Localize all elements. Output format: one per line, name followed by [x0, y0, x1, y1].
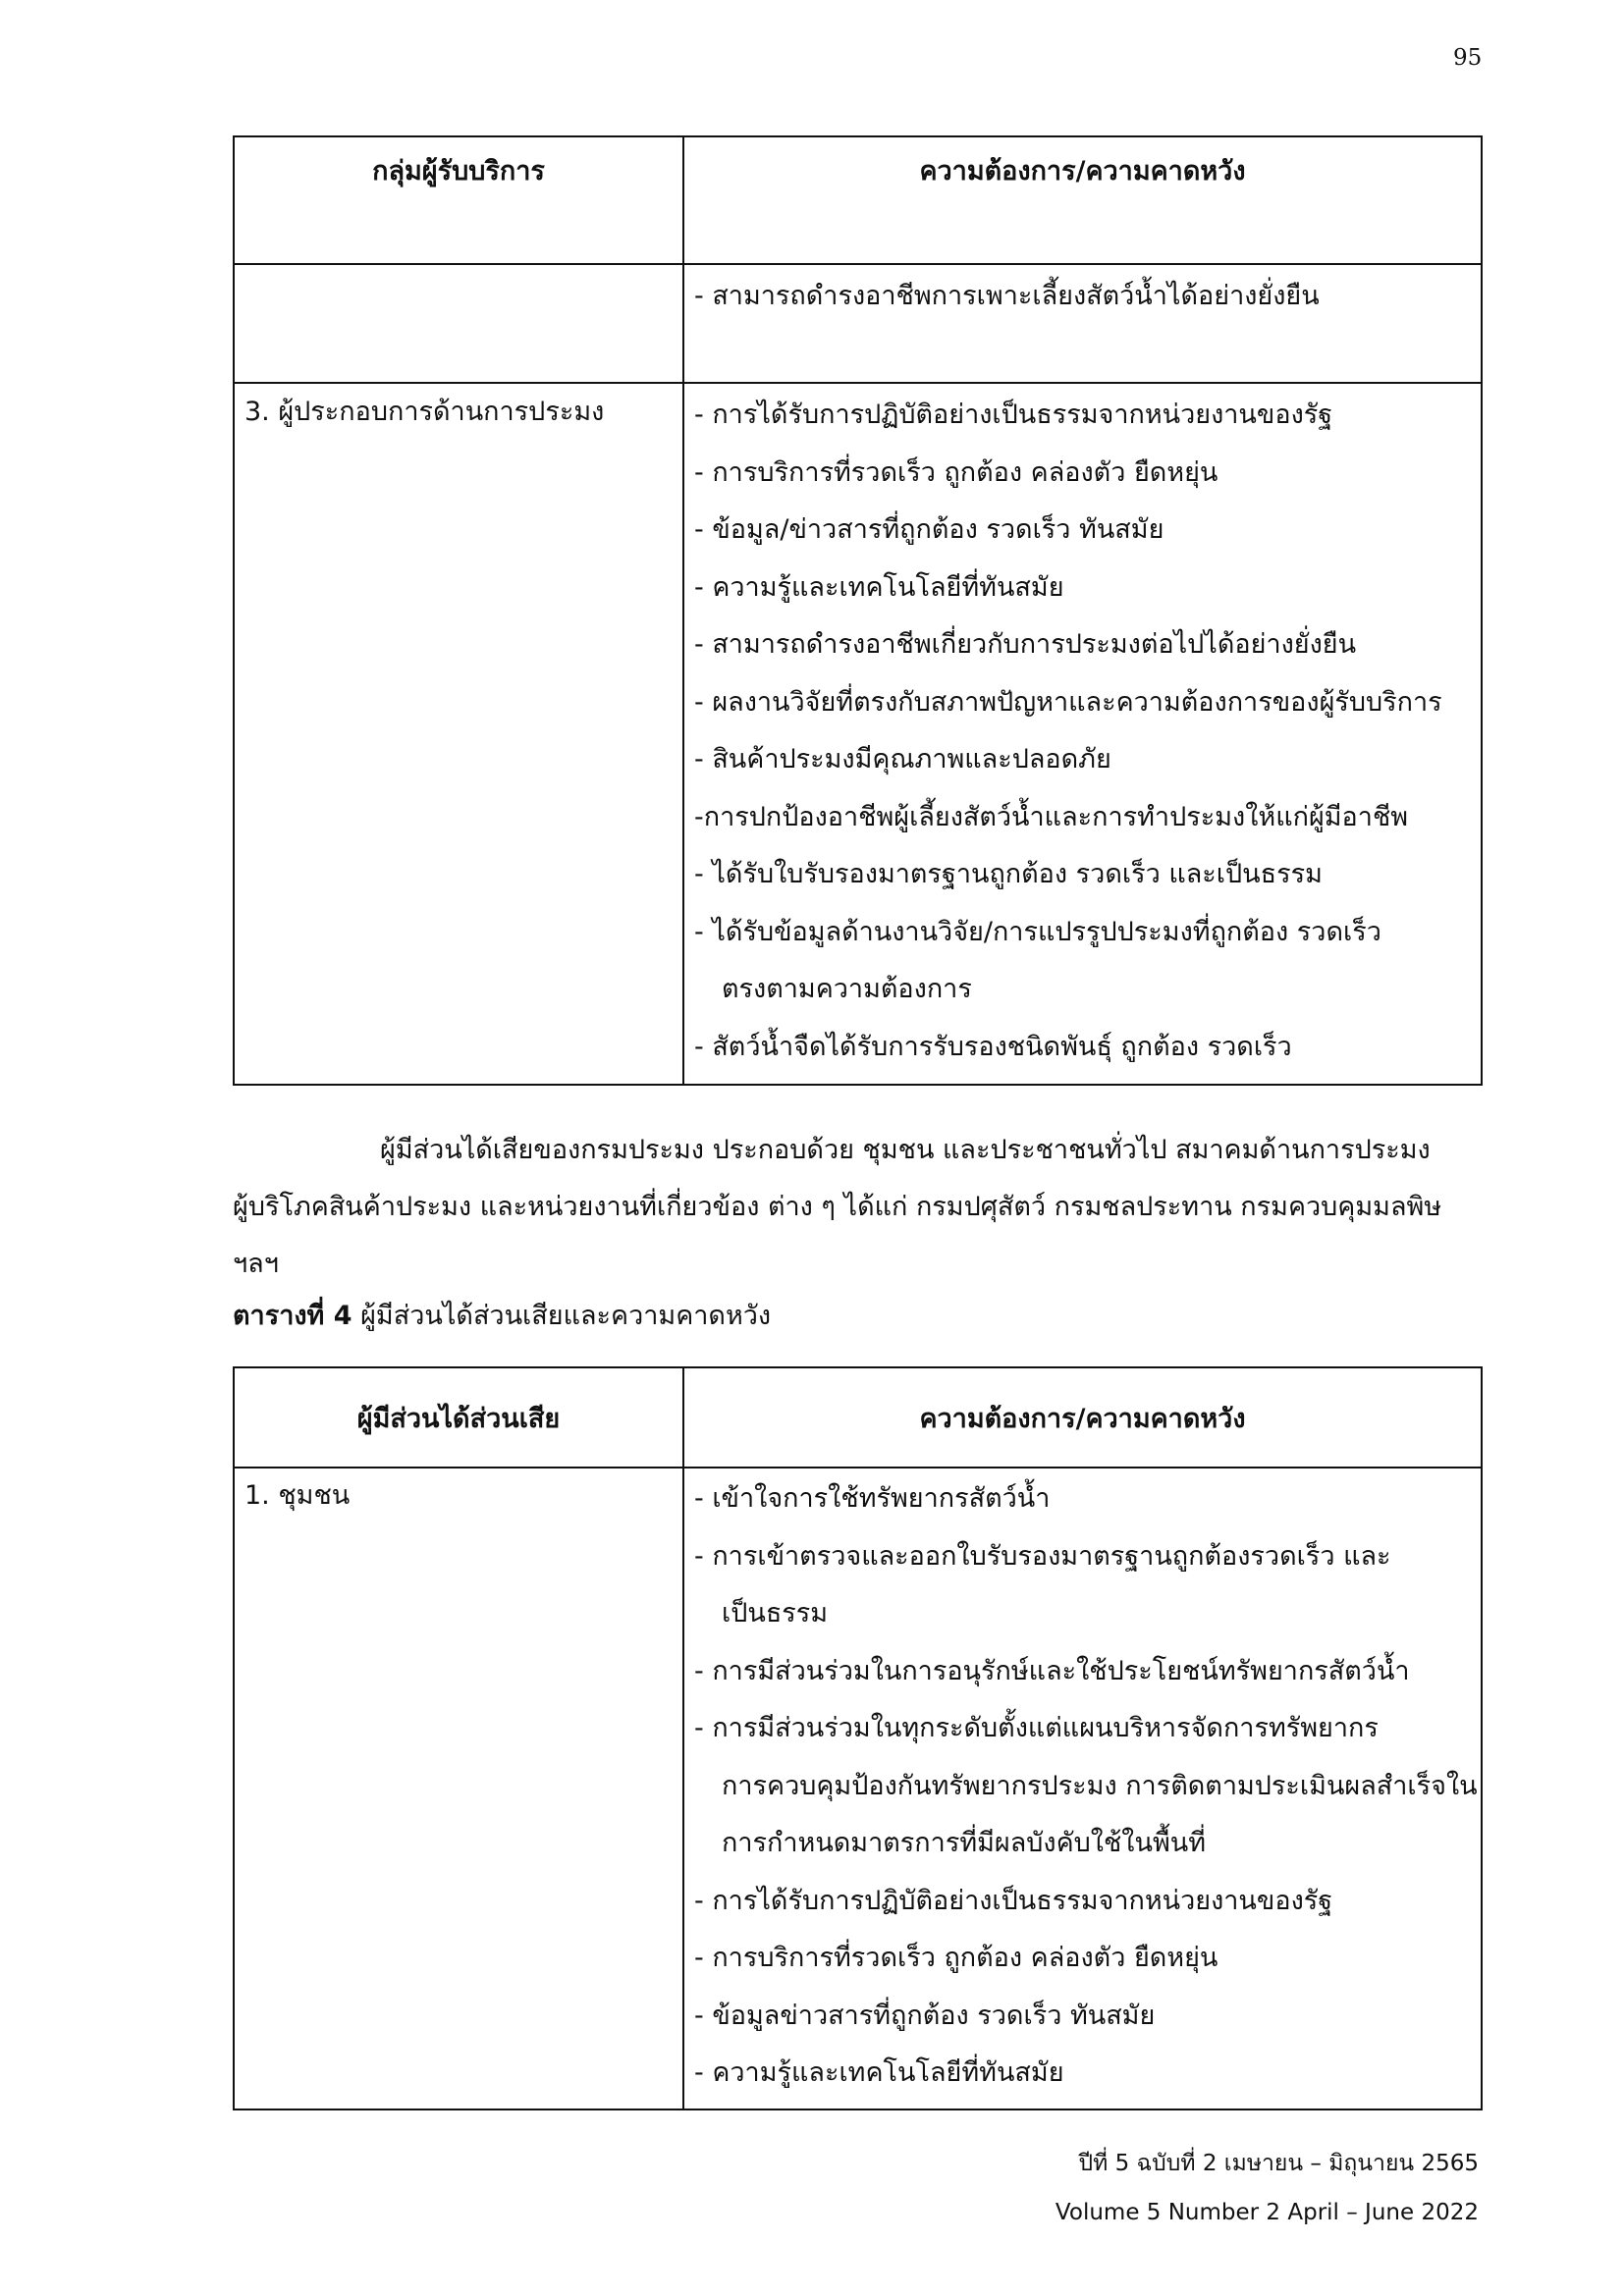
expectation-line: - สัตว์น้ำจืดได้รับการรับรองชนิดพันธุ์ ถูกต้อง รวดเร็ว: [694, 1031, 1292, 1062]
expectations-cell: [683, 383, 1482, 1085]
table-header-row: [234, 1367, 1482, 1468]
expectation-line: - ผลงานวิจัยที่ตรงกับสภาพปัญหาและความต้องการของผู้รับบริการ: [694, 686, 1442, 718]
expectation-line: - การบริการที่รวดเร็ว ถูกต้อง คล่องตัว ยืดหยุ่น: [694, 1943, 1218, 1973]
expectation-line: - เข้าใจการใช้ทรัพยากรสัตว์น้ำ: [694, 1483, 1051, 1514]
column-header-stakeholder: ผู้มีส่วนได้ส่วนเสีย: [234, 1367, 683, 1468]
column-header-expectations: ความต้องการ/ความคาดหวัง: [683, 1367, 1482, 1468]
page-number: 95: [1453, 45, 1483, 71]
expectation-line: -การปกป้องอาชีพผู้เลี้ยงสัตว์น้ำและการทำประมงให้แก่ผู้มีอาชีพ: [694, 801, 1409, 832]
stakeholders-table: [233, 1366, 1483, 2110]
expectation-line: - ได้รับใบรับรองมาตรฐานถูกต้อง รวดเร็ว และเป็นธรรม: [694, 859, 1323, 889]
column-header-expectations: ความต้องการ/ความคาดหวัง: [683, 136, 1482, 264]
footer-issue-thai: ปีที่ 5 ฉบับที่ 2 เมษายน – มิถุนายน 2565: [1078, 2151, 1479, 2176]
expectation-line: - การเข้าตรวจและออกใบรับรองมาตรฐานถูกต้องรวดเร็ว และ: [694, 1540, 1391, 1572]
table-caption: [233, 1294, 771, 1336]
group-cell: 1. ชุมชน: [234, 1468, 683, 2109]
expectation-line: - การมีส่วนร่วมในการอนุรักษ์และใช้ประโยชน์ทรัพยากรสัตว์น้ำ: [694, 1655, 1410, 1686]
expectation-line-continued: การควบคุมป้องกันทรัพยากรประมง การติดตามประเมินผลสำเร็จใน: [722, 1770, 1478, 1801]
table-caption-label: ตารางที่ 4: [233, 1301, 352, 1331]
expectation-line: - ข้อมูลข่าวสารที่ถูกต้อง รวดเร็ว ทันสมัย: [694, 2000, 1156, 2031]
body-paragraph-line: [233, 1122, 1481, 1179]
expectation-line-continued: เป็นธรรม: [722, 1598, 829, 1629]
service-recipients-table: [233, 135, 1483, 1086]
group-cell: [234, 264, 683, 383]
body-paragraph-line: ผู้บริโภคสินค้าประมง และหน่วยงานที่เกี่ยวข้อง ต่าง ๆ ได้แก่ กรมปศุสัตว์ กรมชลประทาน กรมควบคุมมลพิษ ฯลฯ: [233, 1192, 1442, 1279]
expectation-line: - ความรู้และเทคโนโลยีที่ทันสมัย: [694, 571, 1064, 603]
footer-issue-english: Volume 5 Number 2 April – June 2022: [1055, 2200, 1479, 2225]
table-row: [234, 1468, 1482, 2109]
expectations-cell: [683, 264, 1482, 383]
expectation-line: - การได้รับการปฏิบัติอย่างเป็นธรรมจากหน่วยงานของรัฐ: [694, 400, 1333, 430]
expectation-line: - การมีส่วนร่วมในทุกระดับตั้งแต่แผนบริหารจัดการทรัพยากร: [694, 1713, 1379, 1743]
expectation-line: - ได้รับข้อมูลด้านงานวิจัย/การแปรรูปประมงที่ถูกต้อง รวดเร็ว: [694, 916, 1381, 947]
expectation-line: - สามารถดำรงอาชีพเกี่ยวกับการประมงต่อไปได้อย่างยั่งยืน: [694, 629, 1357, 660]
expectations-cell: [683, 1468, 1482, 2109]
expectation-line: - ข้อมูล/ข่าวสารที่ถูกต้อง รวดเร็ว ทันสมัย: [694, 514, 1164, 545]
table-caption-text: ผู้มีส่วนได้ส่วนเสียและความคาดหวัง: [352, 1301, 772, 1331]
expectation-line: - การได้รับการปฏิบัติอย่างเป็นธรรมจากหน่วยงานของรัฐ: [694, 1885, 1333, 1916]
table-row: [234, 383, 1482, 1085]
expectation-line: - การบริการที่รวดเร็ว ถูกต้อง คล่องตัว ยืดหยุ่น: [694, 456, 1218, 488]
group-cell: 3. ผู้ประกอบการด้านการประมง: [234, 383, 683, 1085]
expectation-line-continued: การกำหนดมาตรการที่มีผลบังคับใช้ในพื้นที่: [722, 1828, 1207, 1858]
table-row: [234, 264, 1482, 383]
paragraph-text: ผู้มีส่วนได้เสียของกรมประมง ประกอบด้วย ชุมชน และประชาชนทั่วไป สมาคมด้านการประมง: [380, 1135, 1431, 1165]
expectation-line-continued: ตรงตามความต้องการ: [722, 974, 972, 1004]
expectation-line: - สามารถดำรงอาชีพการเพาะเลี้ยงสัตว์น้ำได้อย่างยั่งยืน: [694, 281, 1320, 311]
column-header-group: กลุ่มผู้รับบริการ: [234, 136, 683, 264]
expectation-line: - ความรู้และเทคโนโลยีที่ทันสมัย: [694, 2057, 1064, 2088]
expectation-line: - สินค้าประมงมีคุณภาพและปลอดภัย: [694, 744, 1111, 774]
table-header-row: [234, 136, 1482, 264]
